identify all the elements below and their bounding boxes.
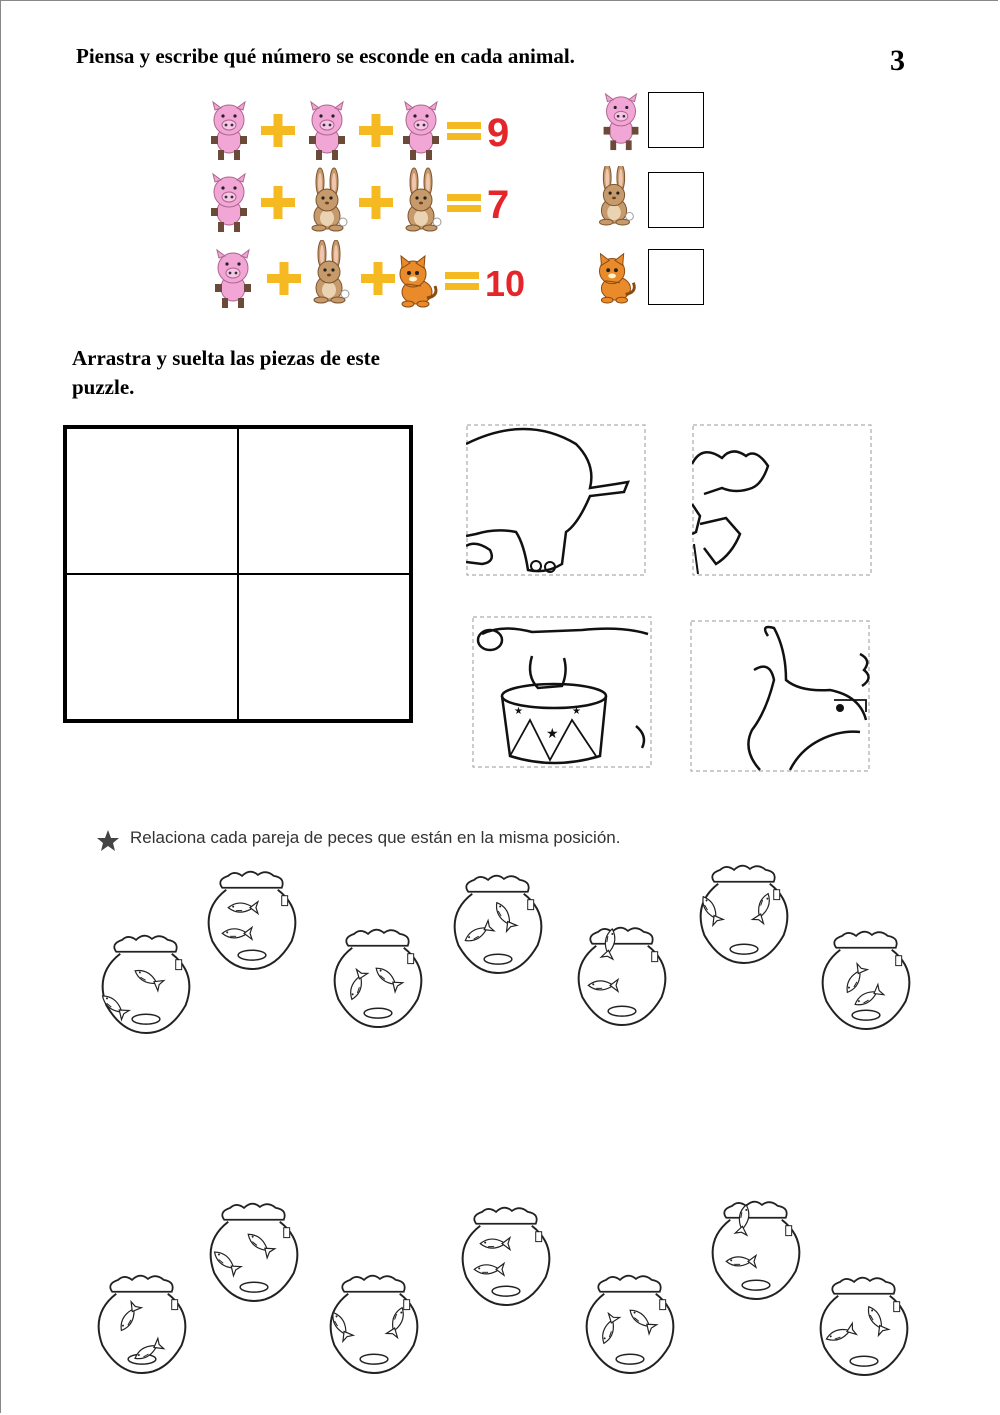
fishbowl-bottom-7[interactable] xyxy=(814,1272,914,1377)
puzzle-piece-elephant-hat[interactable] xyxy=(692,424,872,576)
rabbit-icon xyxy=(312,168,347,231)
fishbowl-bottom-3[interactable] xyxy=(324,1270,424,1375)
rabbit-icon xyxy=(314,240,349,303)
puzzle-piece-elephant-trunk[interactable] xyxy=(690,620,870,772)
fishbowl-top-2[interactable] xyxy=(202,866,302,971)
result-3: 10 xyxy=(485,263,526,304)
section1-title: Piensa y escribe qué número se esconde en cada animal. xyxy=(76,44,575,68)
plus-icon xyxy=(359,186,393,219)
section3-instruction: Relaciona cada pareja de peces que están en la misma posición. xyxy=(130,828,621,847)
equation-row-1 xyxy=(205,94,540,166)
section2-title-line2: puzzle. xyxy=(72,375,135,399)
plus-icon xyxy=(261,186,295,219)
fishbowl-bottom-1[interactable] xyxy=(92,1270,192,1375)
pig-icon xyxy=(309,102,345,160)
answer-box-pig[interactable] xyxy=(648,92,704,148)
answer-pig-icon xyxy=(597,92,645,152)
rabbit-icon xyxy=(406,168,441,231)
fishbowl-top-6[interactable] xyxy=(694,860,794,965)
section2-title xyxy=(72,344,380,402)
answer-box-rabbit[interactable] xyxy=(648,172,704,228)
fishbowl-bottom-6[interactable] xyxy=(706,1196,806,1301)
fishbowl-bottom-2[interactable] xyxy=(204,1198,304,1303)
puzzle-grid xyxy=(63,425,413,723)
puzzle-drop-cell-1[interactable] xyxy=(66,428,238,574)
pig-icon xyxy=(211,102,247,160)
equation-row-3 xyxy=(205,240,540,312)
equals-icon xyxy=(447,194,481,212)
puzzle-piece-elephant-drum[interactable] xyxy=(472,616,652,768)
fishbowl-top-5[interactable] xyxy=(572,922,672,1027)
puzzle-drop-cell-4[interactable] xyxy=(238,574,410,720)
cat-icon xyxy=(400,256,436,307)
plus-icon xyxy=(359,114,393,147)
puzzle-piece-elephant-rear[interactable] xyxy=(466,424,646,576)
fishbowl-top-1[interactable] xyxy=(96,930,196,1035)
plus-icon xyxy=(267,262,301,295)
fishbowl-top-3[interactable] xyxy=(328,924,428,1029)
answer-cat-icon xyxy=(590,244,638,304)
answer-rabbit-icon xyxy=(590,166,638,226)
page-number: 3 xyxy=(890,44,905,77)
star-icon xyxy=(96,829,120,853)
section2-title-line1: Arrastra y suelta las piezas de este xyxy=(72,346,380,370)
fishbowl-bottom-5[interactable] xyxy=(580,1270,680,1375)
result-1: 9 xyxy=(487,111,510,155)
svg-text:★: ★ xyxy=(546,727,559,742)
puzzle-drop-cell-2[interactable] xyxy=(238,428,410,574)
fishbowl-bottom-4[interactable] xyxy=(456,1202,556,1307)
equals-icon xyxy=(447,122,481,140)
puzzle-drop-cell-3[interactable] xyxy=(66,574,238,720)
pig-icon xyxy=(215,250,251,308)
pig-icon xyxy=(211,174,247,232)
equals-icon xyxy=(445,272,479,290)
answer-box-cat[interactable] xyxy=(648,249,704,305)
svg-text:★: ★ xyxy=(572,706,581,717)
fishbowl-top-7[interactable] xyxy=(816,926,916,1031)
svg-text:★: ★ xyxy=(514,706,523,717)
result-2: 7 xyxy=(487,183,510,227)
plus-icon xyxy=(261,114,295,147)
plus-icon xyxy=(361,262,395,295)
equation-row-2 xyxy=(205,166,540,238)
pig-icon xyxy=(403,102,439,160)
fishbowl-top-4[interactable] xyxy=(448,870,548,975)
